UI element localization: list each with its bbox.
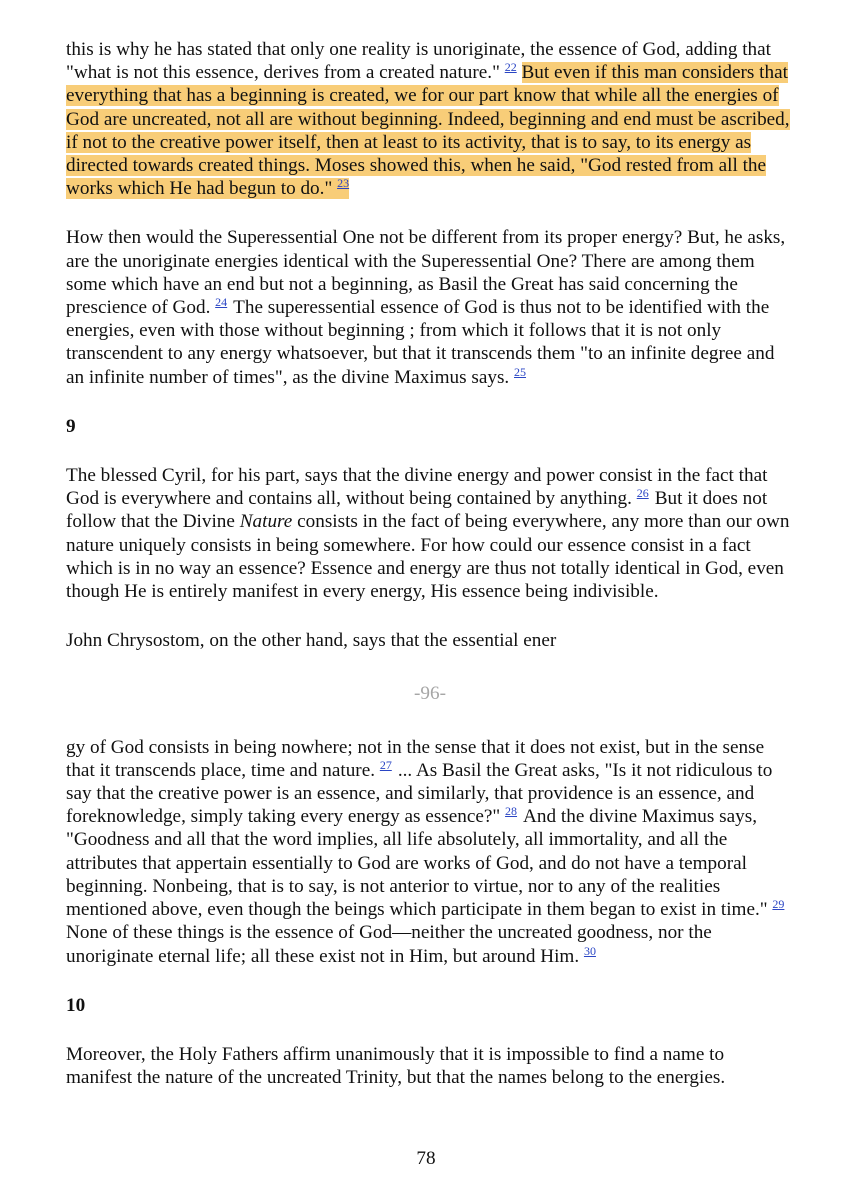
paragraph-1: [66, 38, 794, 200]
paragraph-3: The blessed Cyril, for his part, says that the divine energy and power consist in the fact that God is everywhere and contains all, without being contained by anything. 26 But it does not follow that the Divine Nature consists in the fact of being everywhere, any more than our own nature uniquely consists in being somewhere. For how could our essence consist in a fact which is in no way an essence? Essence and energy are thus not totally identical in God, even though He is entirely manifest in every energy, His essence being indivisible.: [66, 465, 790, 603]
paragraph-3-text-b: But it does not follow that the Divine: [66, 488, 768, 533]
section-heading-9: 9: [66, 415, 76, 437]
paragraph-4: John Chrysostom, on the other hand, says that the essential ener: [66, 630, 557, 652]
paragraph-3-text-c: consists in the fact of being everywhere, any more than our own nature uniquely consists in being somewhere. For how could our essence consist in a fact which is in no way an essence? Essence and energy are thus not totally identical in God, even though He is entirely manifest in every energy, His essence being indivisible.: [66, 511, 790, 603]
footnote-link-30[interactable]: 30: [583, 943, 596, 958]
footnote-link-23[interactable]: 23: [337, 176, 350, 191]
paragraph-1-text: this is why he has stated that only one reality is unoriginate, the essence of God, adding that "what is not this essence, derives from a created nature.": [66, 39, 771, 84]
inner-page-marker: -96-: [414, 683, 446, 705]
paragraph-5-text-b: ... As Basil the Great asks, "Is it not ridiculous to say that the creative power is an essence, and similarly, that providence is an essence, and foreknowledge, simply taking every energy as essence?": [66, 759, 773, 828]
page-number: 78: [416, 1148, 436, 1169]
paragraph-3-text-a: The blessed Cyril, for his part, says that the divine energy and power consist in the fact that God is everywhere and contains all, without being contained by anything.: [66, 465, 768, 510]
paragraph-2-text-a: How then would the Superessential One not be different from its proper energy? But, he asks, are the unoriginate energies identical with the Superessential One? There are among them some which have an end but not a beginning, as Basil the Great has said concerning the prescience of God.: [66, 227, 786, 319]
paragraph-6: Moreover, the Holy Fathers affirm unanimously that it is impossible to find a name to manifest the nature of the uncreated Trinity, but that the names belong to the energies.: [66, 1043, 726, 1089]
paragraph-5-text-d: None of these things is the essence of God—neither the uncreated goodness, nor the unoriginate eternal life; all these exist not in Him, but around Him.: [66, 922, 712, 967]
paragraph-5-text-c: And the divine Maximus says, "Goodness and all that the word implies, all life absolutely, all immortality, and all the attributes that appertain essentially to God are works of God, and do not have a temporal beginning. Nonbeing, that is to say, is not anterior to virtue, nor to any of the realities mentioned above, even though the beings which participate in them began to exist in time.": [66, 806, 768, 921]
paragraph-5-text-a: gy of God consists in being nowhere; not in the sense that it does not exist, but in the sense that it transcends place, time and nature.: [66, 736, 765, 781]
paragraph-5: gy of God consists in being nowhere; not in the sense that it does not exist, but in the sense that it transcends place, time and nature. 27 ... As Basil the Great asks, "Is it not ridiculous to say that the creative power is an essence, and similarly, that providence is an essence, and foreknowledge, simply taking every energy as essence?" 28 And the divine Maximus says, "Goodness and all that the word implies, all life absolutely, all immortality, and all the attributes that appertain essentially to God are works of God, and do not have a temporal beginning. Nonbeing, that is to say, is not anterior to virtue, nor to any of the realities mentioned above, even though the beings which participate in them began to exist in time." 29None of these things is the essence of God—neither the uncreated goodness, nor the unoriginate eternal life; all these exist not in Him, but around Him. $^{30}$: [66, 736, 785, 967]
document-body: [66, 38, 794, 1089]
emphasis-nature: Nature: [239, 511, 293, 533]
paragraph-2: How then would the Superessential One not be different from its proper energy? But, he asks, are the unoriginate energies identical with the Superessential One? There are among them some which have an end but not a beginning, as Basil the Great has said concerning the prescience of God. 24 The superessential essence of God is thus not to be identified with the energies, even with those without beginning ; from which it follows that it is not only transcendent to any energy whatsoever, but that it transcends them "to an infinite degree and an infinite number of times", as the divine Maximus says. $^{25}$: [66, 227, 786, 388]
paragraph-2-text-b: The superessential essence of God is thus not to be identified with the energies, even with those without beginning ; from which it follows that it is not only transcendent to any energy whatsoever, but that it transcends them "to an infinite degree and an infinite number of times", as the divine Maximus says.: [66, 297, 775, 388]
highlighted-text: But even if this man considers that everything that has a beginning is created, we for our part know that while all the energies of God are uncreated, not all are without beginning. Indeed, beginning and end must be ascribed, if not to the creative power itself, then at least to its activity, that is to say, to its energy as directed towards created things. Moses showed this, when he said, "God rested from all the works which He had begun to do.": [66, 62, 790, 200]
footnote-link-25[interactable]: 25: [514, 364, 527, 379]
footnote-link-22[interactable]: 22: [504, 60, 517, 75]
section-heading-10: 10: [66, 994, 86, 1016]
